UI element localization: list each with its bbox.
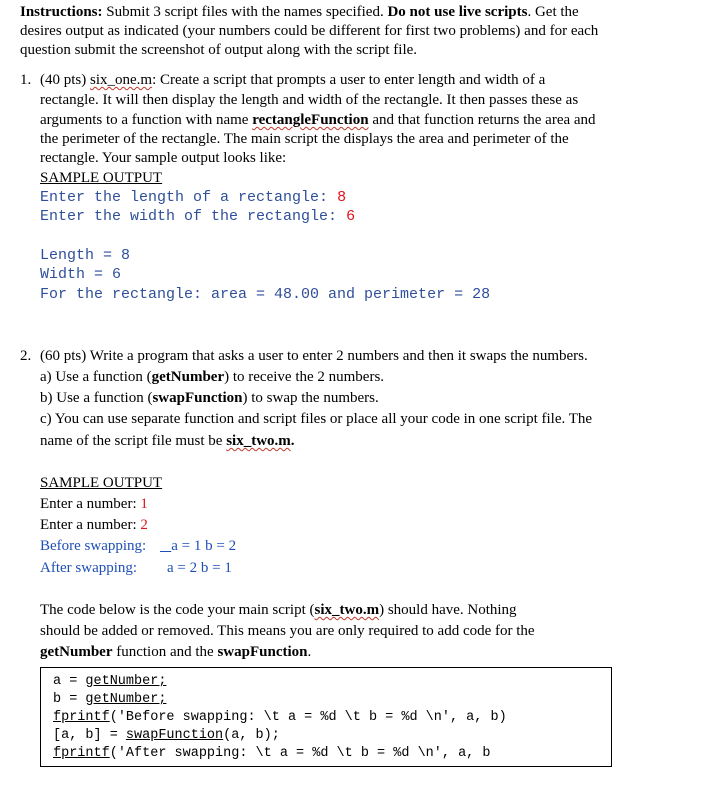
- q1-prompt-width: Enter the width of the rectangle: 6: [40, 208, 356, 225]
- q2-c-line1: c) You can use separate function and script files or place all your code in one script file. The: [40, 411, 593, 427]
- q2-code-intro1: The code below is the code your main script (six_two.m) should have. Nothing: [40, 602, 517, 618]
- q2-after: After swapping:: [40, 560, 138, 576]
- q1-line2: rectangle. It will then display the length and width of the rectangle. It then passes these as: [40, 92, 579, 108]
- q1-line5: rectangle. Your sample output looks like:: [40, 150, 287, 166]
- q2-enter2: Enter a number: 2: [40, 517, 148, 533]
- q1-prompt-length: Enter the length of a rectangle: 8: [40, 189, 347, 206]
- q1-line4: the perimeter of the rectangle. The main script the displays the area and perimeter of the: [40, 131, 569, 147]
- q1-out-result: For the rectangle: area = 48.00 and perimeter = 28: [40, 286, 491, 303]
- q1-number: 1.: [20, 72, 32, 88]
- q1-out-length: Length = 8: [40, 247, 131, 264]
- q1-file: six_one.m: [90, 72, 153, 88]
- code-line-2: b = getNumber;: [53, 692, 167, 707]
- code-line-3: fprintf('Before swapping: \t a = %d \t b = %d \n', a, b): [53, 710, 507, 725]
- q2-code-intro3: getNumber function and the swapFunction.: [40, 644, 312, 660]
- instructions-line2: desires output as indicated (your numbers could be different for first two problems) and for each: [20, 23, 599, 39]
- q1-line3: arguments to a function with name rectangleFunction and that function returns the area and: [40, 112, 596, 128]
- q1-func: rectangleFunction: [252, 112, 369, 128]
- code-line-1: a = getNumber;: [53, 674, 167, 689]
- q2-code-intro2: should be added or removed. This means you are only required to add code for the: [40, 623, 535, 639]
- q2-number: 2.: [20, 348, 32, 364]
- instructions-line3: question submit the screenshot of output along with the script file.: [20, 42, 418, 58]
- q2-after-vals: a = 2 b = 1: [167, 560, 232, 576]
- q2-b: b) Use a function (swapFunction) to swap the numbers.: [40, 390, 379, 406]
- q2-c-line2: name of the script file must be six_two.m.: [40, 433, 295, 449]
- code-line-5: fprintf('After swapping: \t a = %d \t b = %d \n', a, b: [53, 746, 491, 761]
- code-line-4: [a, b] = swapFunction(a, b);: [53, 728, 280, 743]
- instructions-line1: Instructions: Submit 3 script files with the names specified. Do not use live scripts. Get the: [20, 4, 579, 20]
- q2-before-vals: a = 1 b = 2: [171, 538, 237, 554]
- code-box: [40, 667, 612, 767]
- q2-file: six_two.m: [226, 433, 291, 449]
- q2-line1: (60 pts) Write a program that asks a user to enter 2 numbers and then it swaps the numbers.: [40, 348, 588, 364]
- q2-enter1: Enter a number: 1: [40, 496, 148, 512]
- q1-line1: (40 pts) six_one.m: Create a script that prompts a user to enter length and width of a: [40, 72, 546, 88]
- q1-sample-label: SAMPLE OUTPUT: [40, 170, 163, 186]
- q2-before: Before swapping:: [40, 538, 147, 554]
- q2-sample-label: SAMPLE OUTPUT: [40, 475, 163, 491]
- instructions-label: Instructions:: [20, 4, 103, 20]
- q1-out-width: Width = 6: [40, 266, 122, 283]
- q2-a: a) Use a function (getNumber) to receive the 2 numbers.: [40, 369, 385, 385]
